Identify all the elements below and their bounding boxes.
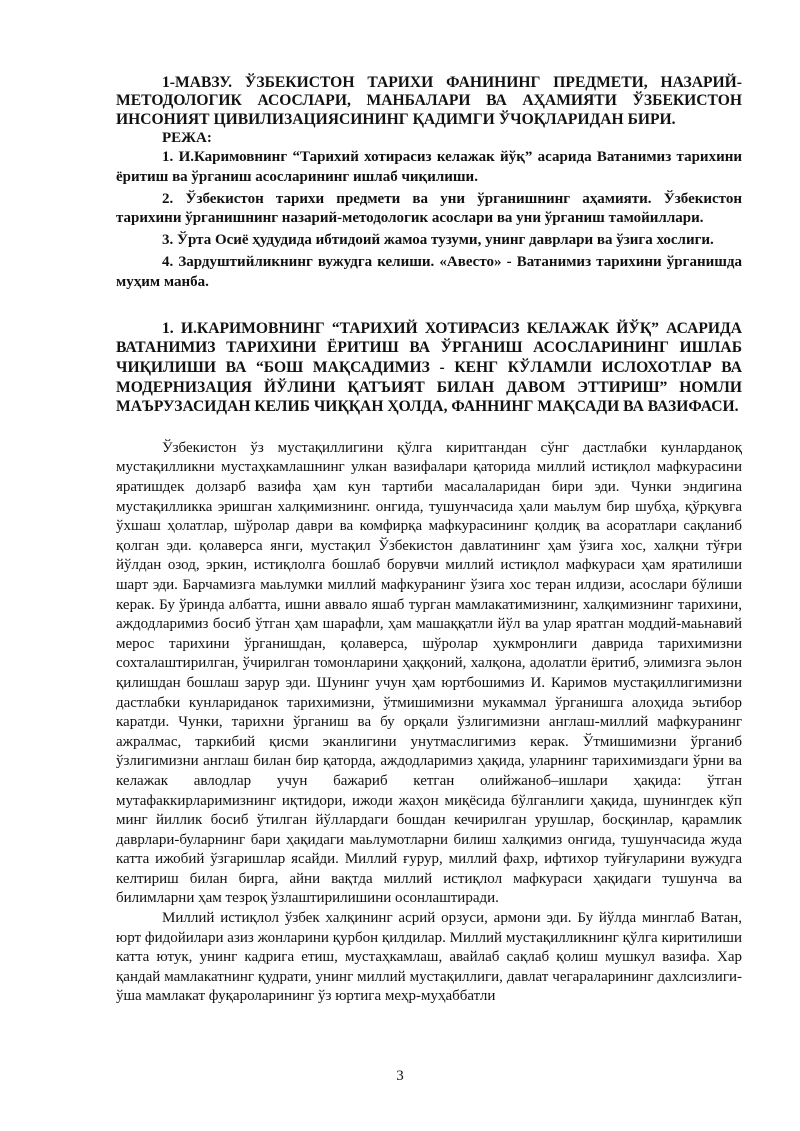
plan-item-3: 3. Ўрта Осиё ҳудудида ибтидоий жамоа тузуми, унинг даврлари ва ўзига хослиги. [162,232,714,249]
page-number: 3 [396,1068,404,1084]
plan-item-1: 1. И.Каримовнинг “Тарихий хотирасиз келажак йўқ” асарида Ватанимиз тарихини ёритиш ва ўрганиш асосларининг ишлаб чиқилиши. [116,149,742,185]
section-heading: 1. И.КАРИМОВНИНГ “ТАРИХИЙ ХОТИРАСИЗ КЕЛАЖАК ЙЎҚ” АСАРИДА ВАТАНИМИЗ ТАРИХИНИ ЁРИТИШ ВА ЎРГАНИШ АСОСЛАРИНИНГ ИШЛАБ ЧИҚИЛИШИ ВА “БОШ МАҚСАДИМИЗ - КЕНГ КЎЛАМЛИ ИСЛОХОТЛАР ВА МОДЕРНИЗАЦИЯ ЙЎЛИНИ ҚАТЪИЯТ БИЛАН ДАВОМ ЭТТИРИШ” НОМЛИ МАЪРУЗАСИДАН КЕЛИБ ЧИҚҚАН ҲОЛДА, ФАННИНГ МАҚСАДИ ВА ВАЗИФАСИ. [116,319,742,416]
plan-item-2: 2. Ўзбекистон тарихи предмети ва уни ўрганишнинг аҳамияти. Ўзбекистон тарихини ўрганишнинг назарий-методологик асослари ва уни ўрганиш тамойиллари. [116,190,742,227]
plan-heading: РЕЖА: [162,130,212,147]
body-paragraph-1: Ўзбекистон ўз мустақиллигини қўлга киритгандан сўнг дастлабки кунларданоқ мустақилликни мустаҳкамлашнинг улкан вазифалари қаторида миллий истиқлол мафкурасини яратишдек долзарб вазифа ҳам кун тартиби масалаларидан бири эди. Чунки эндигина мустақилликка эришган халқимизнинг. онгида, тушунчасида ҳали маьлум бир шубҳа, қўрқувга ўхшаш ҳолатлар, шўролар даври ва комфирқа мафкурасининг қолдиқ ва асоратлари сақланиб қолган эди. қолаверса янги, мустақил Ўзбекистон давлатининг ҳам ўзига хос, халқни тўғри йўлдан озод, эркин, истиқлолга бошлаб борувчи миллий истиқлол мафкураси ҳам яратилиши шарт эди. Барчамизга маьлумки миллий мафкуранинг ўзига хос теран илдизи, асослари бўлиши керак. Бу ўринда албатта, ишни аввало яшаб турган мамлакатимизнинг, халқимизнинг тарихини, аждодларимиз босиб ўтган ҳам шарафли, ҳам машаққатли йўл ва улар яратган моддий-маьнавий мерос тарихини ўрганишдан, қолаверса, шўролар ҳукмронлиги даврида тарихимизни сохталаштирилган, ўчирилган томонларини ҳаққоний, халқона, адолатли ёритиб, элимизга эьлон қилишдан бошлаш зарур эди. Шунинг учун ҳам юртбошимиз И. Каримов мустақиллигимизни дастлабки кунлариданок тарихимизни, ўтмишимизни мукаммал ўрганишга алоҳида эьтибор каратди. Чунки, тарихни ўрганиш ва бу орқали ўзлигимизни англаш-миллий мафкуранинг ажралмас, таркибий қисми эканлигини унутмаслигимиз керак. Ўтмишимизни ўрганиб ўзлигимизни англаш билан бир қаторда, аждодларимиз ҳақида, уларнинг тарихимиздаги ўрни ва келажак авлодлар учун бажариб кетган олийжаноб–ишлари ҳақида: ўтган мутафаккирларимизнинг иқтидори, ижоди жаҳон миқёсида бўлганлиги ҳақида, шунингдек кўп минг йиллик босиб ўтилган йўллардаги бошдан кечирилган урушлар, босқинлар, қарамлик даврлари-буларнинг бари ҳақидаги маьлумотларни билиш халқимиз онгида, тушунчасида жуда катта ижобий ўзгаришлар ясайди. Миллий ғурур, миллий фахр, ифтихор туйғуларини вужудга келтириш билан бирга, айни вақтда миллий истиқлол мафкураси ҳақидаги тушунча ва билимларни ҳам тезроқ ўзлаштирилишини осонлаштиради. [116,439,742,907]
topic-title: 1-МАВЗУ. ЎЗБЕКИСТОН ТАРИХИ ФАНИНИНГ ПРЕДМЕТИ, НАЗАРИЙ-МЕТОДОЛОГИК АСОСЛАРИ, МАНБАЛАРИ ВА АҲАМИЯТИ ЎЗБЕКИСТОН ИНСОНИЯТ ЦИВИЛИЗАЦИЯСИНИНГ ҚАДИМГИ ЎЧОҚЛАРИДАН БИРИ. [116,74,742,128]
body-paragraph-2: Миллий истиқлол ўзбек халқининг асрий орзуси, армони эди. Бу йўлда минглаб Ватан, юрт фидойилари азиз жонларини қурбон қилдилар. Миллий мустақилликнинг қўлга киритилиши катта ютук, унинг кадрига етиш, мустаҳкамлаш, авайлаб сақлаб қолиш мушкул вазифа. Хар қандай мамлакатнинг қудрати, унинг миллий мустақиллиги, давлат чегараларининг дахлсизлиги-ўша мамлакат фуқароларининг ўз юртига меҳр-муҳаббатли [116,910,742,1005]
plan-item-4: 4. Зардуштийликнинг вужудга келиши. «Авесто» - Ватанимиз тарихини ўрганишда муҳим манба. [116,254,742,290]
document-page [116,74,742,1007]
